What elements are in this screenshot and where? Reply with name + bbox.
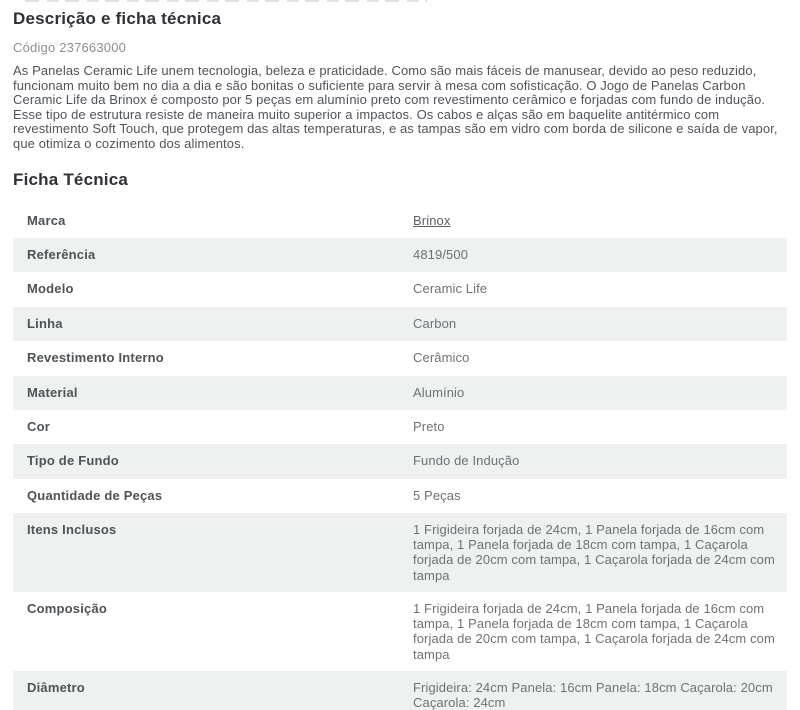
spec-sheet-title: Ficha Técnica bbox=[13, 169, 129, 189]
spec-row bbox=[13, 204, 787, 238]
spec-row bbox=[13, 376, 787, 410]
product-code: Código 237663000 bbox=[13, 40, 127, 55]
spec-value: Preto bbox=[413, 418, 445, 434]
spec-label: Diâmetro bbox=[27, 679, 85, 695]
spec-value: Fundo de Indução bbox=[413, 453, 520, 469]
spec-label: Material bbox=[27, 384, 78, 400]
spec-label: Quantidade de Peças bbox=[27, 487, 163, 503]
spec-label: Tipo de Fundo bbox=[27, 453, 119, 469]
spec-value: 1 Frigideira forjada de 24cm, 1 Panela forjada de 16cm com tampa, 1 Panela forjada de 18cm com tampa, 1 Caçarola forjada de 20cm com tampa, 1 Caçarola forjada de 24cm com tampa bbox=[413, 522, 775, 583]
spec-row bbox=[13, 307, 787, 341]
spec-label: Modelo bbox=[27, 281, 74, 297]
spec-value: Frigideira: 24cm Panela: 16cm Panela: 18cm Caçarola: 20cm Caçarola: 24cm bbox=[413, 679, 773, 710]
spec-row bbox=[13, 444, 787, 478]
page-title: Descrição e ficha técnica bbox=[13, 9, 222, 28]
brand-link[interactable]: Brinox bbox=[413, 212, 451, 228]
spec-row bbox=[13, 671, 787, 710]
spec-value: 5 Peças bbox=[413, 487, 461, 503]
spec-row bbox=[13, 410, 787, 444]
spec-row bbox=[13, 341, 787, 375]
spec-value: 1 Frigideira forjada de 24cm, 1 Panela forjada de 16cm com tampa, 1 Panela forjada de 18cm com tampa, 1 Caçarola forjada de 20cm com tampa, 1 Caçarola forjada de 24cm com tampa bbox=[413, 600, 775, 662]
spec-row bbox=[13, 513, 787, 592]
spec-value: Ceramic Life bbox=[413, 281, 488, 297]
spec-row bbox=[13, 238, 787, 272]
spec-label: Revestimento Interno bbox=[27, 350, 164, 366]
spec-label: Linha bbox=[27, 315, 63, 331]
spec-label: Marca bbox=[27, 212, 66, 228]
spec-value: Cerâmico bbox=[413, 350, 470, 366]
spec-label: Cor bbox=[27, 418, 50, 434]
spec-row bbox=[13, 272, 787, 306]
spec-value: Carbon bbox=[413, 315, 457, 331]
spec-label: Itens Inclusos bbox=[27, 522, 117, 538]
spec-label: Composição bbox=[27, 600, 108, 616]
spec-value: 4819/500 bbox=[413, 246, 469, 262]
clipped-content-artifact bbox=[25, 0, 427, 2]
spec-row bbox=[13, 479, 787, 513]
spec-row bbox=[13, 592, 787, 671]
spec-value bbox=[413, 213, 785, 228]
spec-label: Referência bbox=[27, 246, 96, 262]
product-description: As Panelas Ceramic Life unem tecnologia, beleza e praticidade. Como são mais fáceis de manusear, devido ao peso reduzido, funcionam muito bem no dia a dia e são bonitas o suficiente para servir à mesa com sofisticação. O Jogo de Panelas Carbon Ceramic Life da Brinox é composto por 5 peças em alumínio preto com revestimento cerâmico e forjadas com fundo de indução. Esse tipo de estrutura resiste de maneira muito superior a impactos. Os cabos e alças são em baquelite antitérmico com revestimento Soft Touch, que protegem das altas temperaturas, e as tampas são em vidro com borda de silicone e saída de vapor, que otimiza o cozimento dos alimentos. bbox=[13, 63, 778, 151]
spec-value: Alumínio bbox=[413, 384, 465, 400]
spec-table bbox=[13, 204, 787, 710]
